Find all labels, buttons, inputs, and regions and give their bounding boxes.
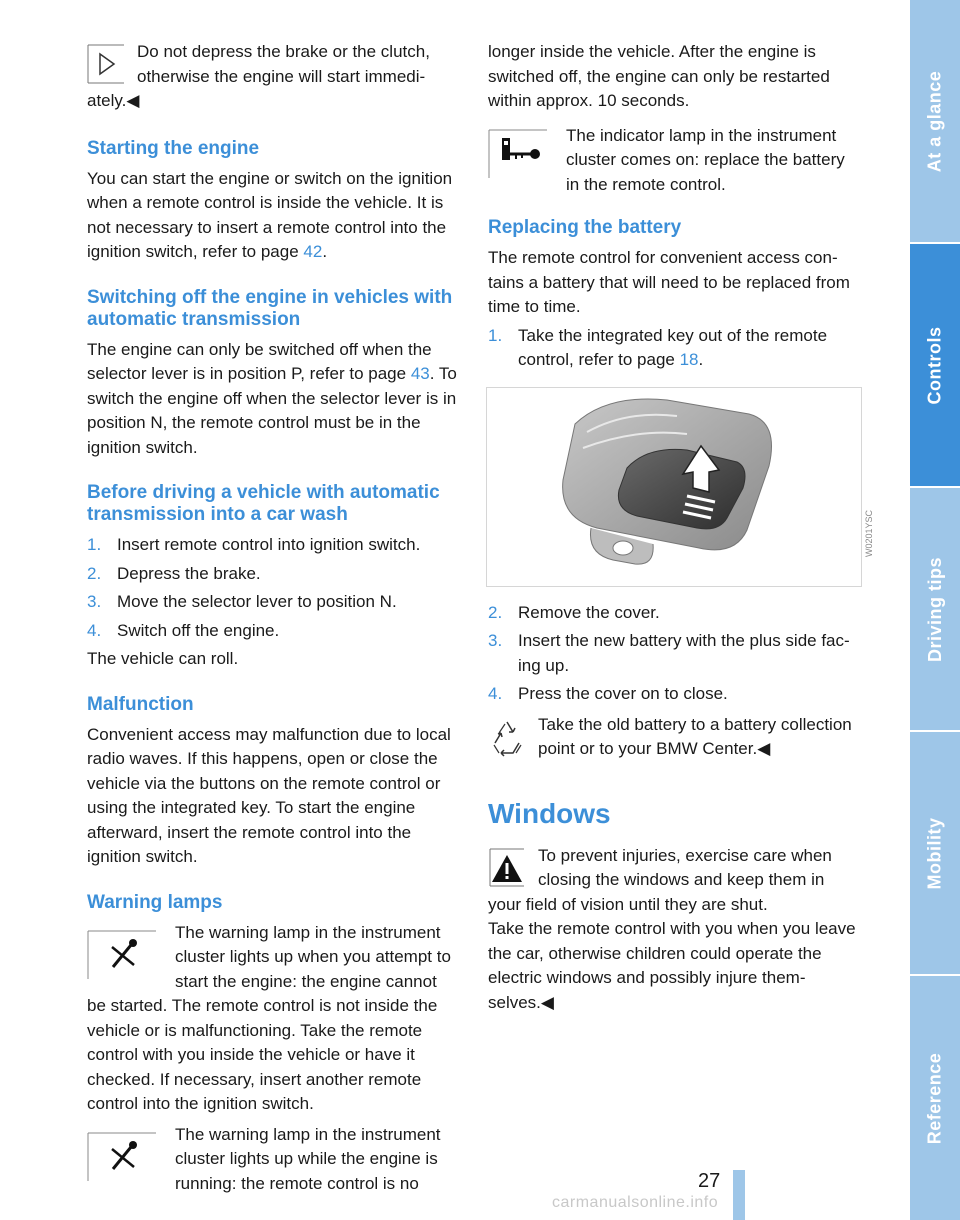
warning-lamp-2 (87, 1123, 459, 1197)
heading-replacing-battery: Replacing the battery (488, 217, 682, 238)
car-wash-steps (87, 533, 459, 643)
list-item: 2. Remove the cover. (488, 602, 660, 622)
switching-off-body: The engine can only be switched off when the selector lever is in position P, refer to page 43. To switch the engine off when the selector lever is in position N, the remote control must be in the ignition switch. (87, 339, 457, 457)
replacing-steps (488, 601, 860, 707)
end-mark: ◀ (757, 739, 771, 758)
list-item: 1. Take the integrated key out of the remote control, refer to page 18. (488, 325, 828, 369)
heading-switching-off: Switching off the engine in vehicles with automatic transmission (87, 286, 453, 330)
watermark: carmanualsonline.info (552, 1194, 719, 1211)
heading-starting-engine: Starting the engine (87, 137, 260, 159)
page-link-42[interactable]: 42 (303, 242, 323, 261)
recycle-note (488, 713, 860, 762)
tab-mobility[interactable]: Mobility (910, 732, 960, 974)
note-arrow-icon (87, 44, 125, 84)
malfunction-body: Convenient access may malfunction due to local radio waves. If this happens, open or close the vehicle via the buttons on the remote control or using the integrated key. To start the engine afterward, insert the remote control into the ignition switch. (87, 724, 451, 866)
heading-windows: Windows (488, 797, 611, 829)
recycle-text: Take the old battery to a battery collection point or to your BMW Center. (538, 714, 852, 758)
car-wash-after: The vehicle can roll. (87, 649, 239, 668)
heading-malfunction: Malfunction (87, 693, 194, 715)
replacing-intro: The remote control for convenient access contains a battery that will need to be replaced from time to time. (488, 248, 850, 316)
tab-controls[interactable]: Controls (910, 244, 960, 486)
heading-warning-lamps: Warning lamps (87, 891, 223, 913)
page-number: 27 (698, 1170, 721, 1192)
starting-body: You can start the engine or switch on the ignition when a remote control is inside the vehicle. It is not necessary to insert a remote control into the ignition switch, refer to page 42. (87, 168, 453, 261)
battery-lamp-text: The indicator lamp in the instrument cluster comes on: replace the battery in the remote control. (566, 125, 845, 194)
warning-lamp-1-text: The warning lamp in the instrument cluster lights up when you attempt to start the engine: the engine cannot be started. The remote control is not inside the vehicle or is malfunctioning. Take the remote control with you inside the vehicle or have it checked. If necessary, insert another remote control into the ignition switch. (87, 922, 451, 1113)
tab-reference[interactable]: Reference (910, 976, 960, 1220)
list-item: 2. Depress the brake. (87, 563, 261, 583)
tab-at-a-glance[interactable]: At a glance (910, 0, 960, 242)
figure-code: W0201YSC (864, 509, 874, 557)
list-item: 3. Move the selector lever to position N. (87, 592, 397, 611)
right-column (488, 40, 874, 1015)
warning-lamp-2-text: The warning lamp in the instrument cluster lights up while the engine is running: the remote control is no (175, 1124, 441, 1193)
replacing-step-1 (488, 324, 860, 373)
warning-lamp-1 (87, 921, 459, 1117)
section-sidebar (910, 0, 960, 1220)
heading-car-wash: Before driving a vehicle with automatic transmission into a car wash (87, 482, 440, 525)
key-battery-lamp-icon (488, 128, 548, 180)
key-crossed-lamp-icon (87, 1131, 157, 1183)
windows-warning-text: To prevent injuries, exercise care when closing the windows and keep them in your field of vision until they are shut. (488, 845, 832, 914)
windows-warning (488, 844, 860, 918)
note-brake-clutch (87, 40, 459, 114)
key-crossed-lamp-icon (87, 929, 157, 981)
list-item: 3. Insert the new battery with the plus side facing up. (488, 631, 850, 675)
list-item: 1. Insert remote control into ignition switch. (87, 535, 421, 554)
tab-driving-tips[interactable]: Driving tips (910, 488, 960, 730)
page-bar (733, 1170, 745, 1220)
list-item: 4. Press the cover on to close. (488, 684, 728, 703)
remote-control-figure (486, 387, 874, 587)
recycle-icon (488, 717, 526, 757)
warning-triangle-icon (488, 848, 526, 888)
page-link-43[interactable]: 43 (410, 364, 430, 383)
battery-lamp-note (488, 124, 860, 198)
note-brake-text: Do not depress the brake or the clutch, otherwise the engine will start immediately. (87, 42, 430, 110)
left-column (87, 40, 459, 1196)
page-link-18[interactable]: 18 (679, 350, 699, 369)
list-item: 4. Switch off the engine. (87, 620, 280, 640)
continuation-text: longer inside the vehicle. After the engine is switched off, the engine can only be restarted within approx. 10 seconds. (488, 42, 830, 110)
end-mark: ◀ (540, 992, 554, 1012)
end-mark: ◀ (126, 91, 140, 110)
windows-body: Take the remote control with you when you leave the car, otherwise children could operate the electric windows and possibly injure themselves. (488, 919, 856, 1012)
